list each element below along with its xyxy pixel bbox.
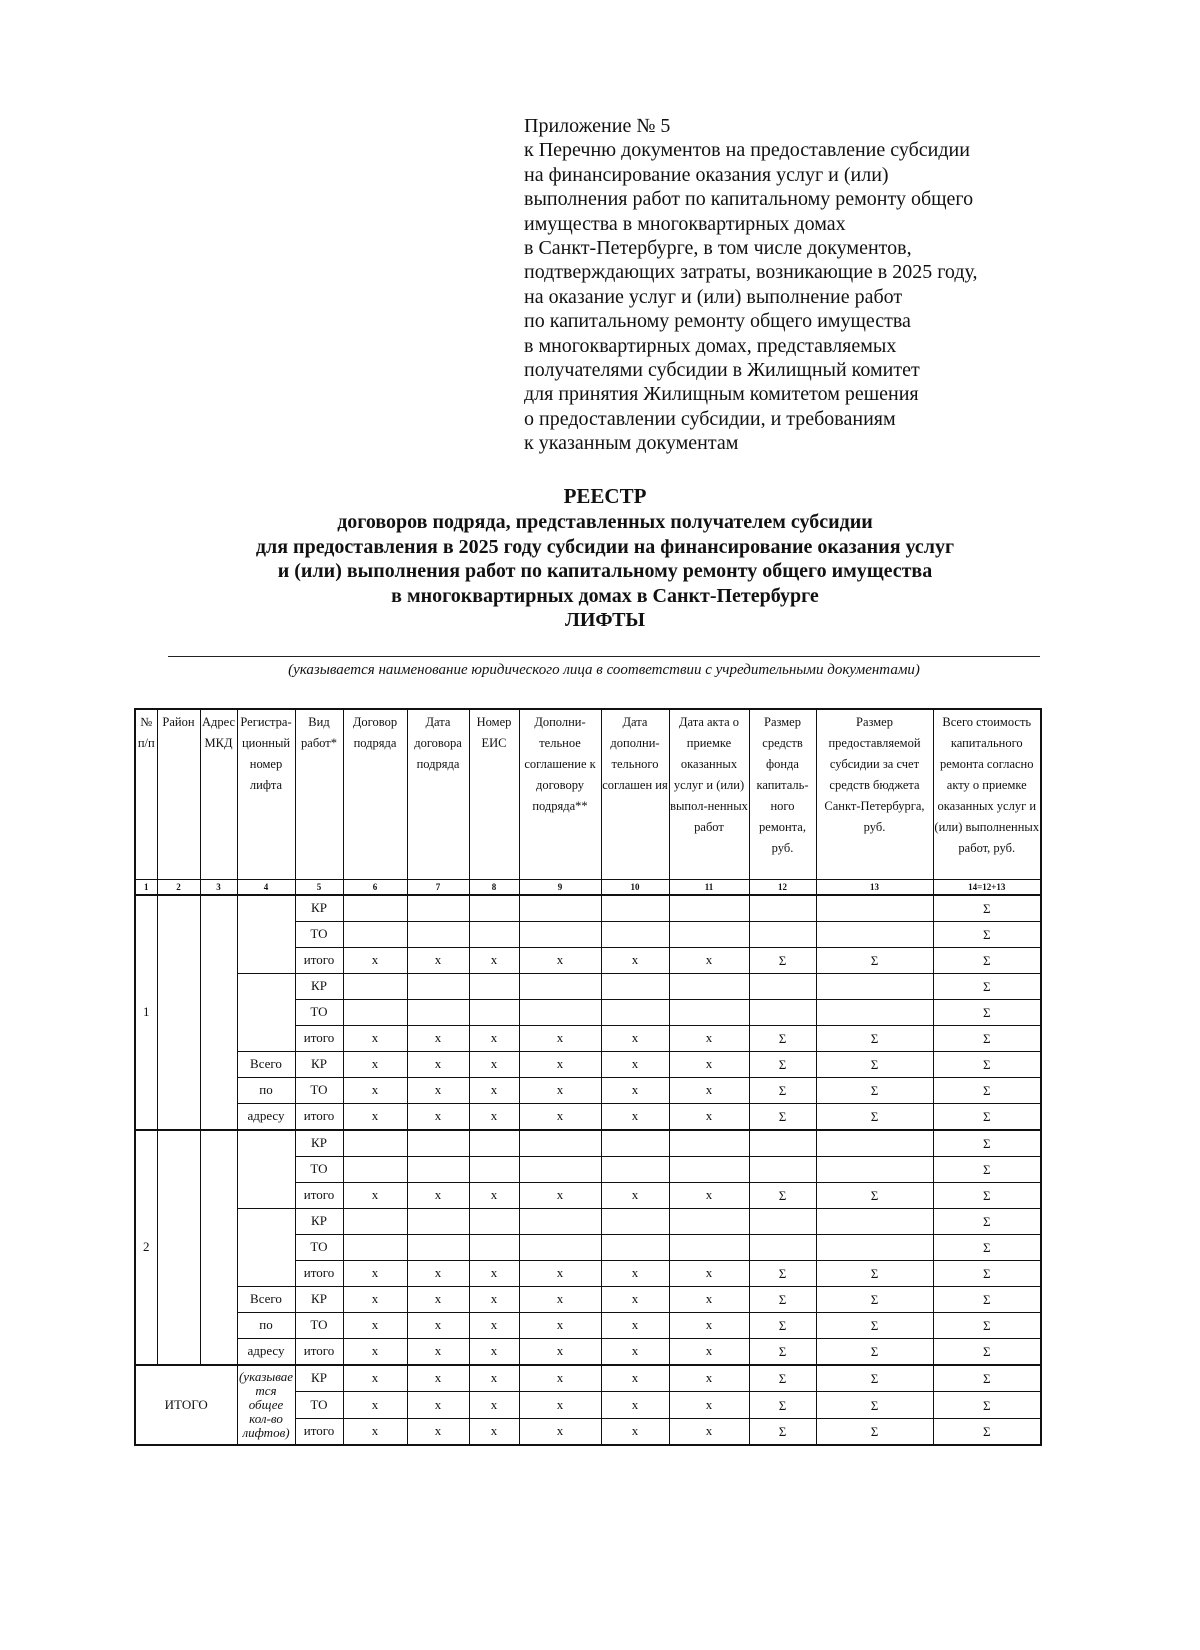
table-row [135,1103,1041,1130]
sum-mark: Σ [816,1365,933,1392]
work-type-cell: КР [295,1130,343,1157]
sum-mark: Σ [749,1365,816,1392]
x-mark: х [601,1365,669,1392]
x-mark: х [343,1286,407,1312]
x-mark: х [669,1365,749,1392]
work-type-cell: ТО [295,1156,343,1182]
document-title [150,484,1060,632]
col-header: Размер предоставляемой субсидии за счет средств бюджета Санкт-Петербурга, руб. [816,709,933,879]
x-mark: х [343,1260,407,1286]
grand-total-group [135,1365,1041,1446]
col-header: Район [157,709,200,879]
district-cell [157,1130,200,1365]
x-mark: х [343,1365,407,1392]
sum-mark: Σ [933,1025,1041,1051]
sum-mark: Σ [749,1025,816,1051]
work-type-cell: итого [295,1025,343,1051]
col-header: Дата дополни-тельного соглашен ия [601,709,669,879]
col-header: Дата договора подряда [407,709,469,879]
x-mark: х [469,1391,519,1418]
sum-mark: Σ [933,1286,1041,1312]
sum-mark: Σ [749,1051,816,1077]
work-type-cell: итого [295,947,343,973]
sum-mark: Σ [933,999,1041,1025]
x-mark: х [343,1338,407,1365]
x-mark: х [519,1312,601,1338]
work-type-cell: КР [295,895,343,922]
sum-mark: Σ [816,1260,933,1286]
work-type-cell: ТО [295,1234,343,1260]
registry-table [134,708,1042,1446]
address-total-label: по [237,1312,295,1338]
appendix-line: в Санкт-Петербурге, в том числе документов, [524,237,912,260]
sum-mark: Σ [933,973,1041,999]
x-mark: х [601,1418,669,1445]
table-row [135,1077,1041,1103]
sum-mark: Σ [816,1286,933,1312]
sum-mark: Σ [749,1182,816,1208]
sum-mark: Σ [816,1025,933,1051]
col-number: 10 [601,879,669,895]
title-line: договоров подряда, представленных получателем субсидии [337,511,873,534]
x-mark: х [519,1051,601,1077]
address-cell [200,895,237,1130]
x-mark: х [407,1338,469,1365]
table-row [135,1208,1041,1234]
x-mark: х [601,1077,669,1103]
x-mark: х [343,1025,407,1051]
sum-mark: Σ [749,1391,816,1418]
col-number: 1 [135,879,157,895]
address-total-label: Всего [237,1286,295,1312]
sum-mark: Σ [933,1312,1041,1338]
appendix-line: Приложение № 5 [524,115,671,137]
x-mark: х [519,1338,601,1365]
x-mark: х [669,1025,749,1051]
address-group-2 [135,1130,1041,1365]
appendix-line: на финансирование оказания услуг и (или) [524,163,889,186]
x-mark: х [469,1182,519,1208]
title-line: для предоставления в 2025 году субсидии на финансирование оказания услуг [255,535,955,558]
x-mark: х [343,1182,407,1208]
table-row [135,1051,1041,1077]
x-mark: х [469,947,519,973]
x-mark: х [669,1051,749,1077]
col-number: 13 [816,879,933,895]
x-mark: х [669,1391,749,1418]
table-row [135,1365,1041,1392]
x-mark: х [407,947,469,973]
title-line: в многоквартирных домах в Санкт-Петербурге [391,584,819,607]
sum-mark: Σ [933,1156,1041,1182]
x-mark: х [669,947,749,973]
col-number: 12 [749,879,816,895]
x-mark: х [601,1051,669,1077]
appendix-line: для принятия Жилищным комитетом решения [524,383,919,406]
sum-mark: Σ [933,1182,1041,1208]
sum-mark: Σ [749,1312,816,1338]
sum-mark: Σ [933,921,1041,947]
sum-mark: Σ [749,1077,816,1103]
col-number: 2 [157,879,200,895]
sum-mark: Σ [933,947,1041,973]
sum-mark: Σ [749,1260,816,1286]
appendix-line: о предоставлении субсидии, и требованиям [524,407,896,430]
title-subject: ЛИФТЫ [564,609,646,632]
x-mark: х [407,1418,469,1445]
col-number: 8 [469,879,519,895]
table-row [135,973,1041,999]
sum-mark: Σ [933,1234,1041,1260]
col-header: Регистра-ционный номер лифта [237,709,295,879]
x-mark: х [343,1418,407,1445]
sum-mark: Σ [816,1051,933,1077]
x-mark: х [601,1260,669,1286]
col-header: Вид работ* [295,709,343,879]
col-header: Номер ЕИС [469,709,519,879]
x-mark: х [343,1051,407,1077]
col-header: № п/п [135,709,157,879]
col-header: Дополни-тельное соглашение к договору подряда** [519,709,601,879]
work-type-cell: ТО [295,921,343,947]
col-number: 14=12+13 [933,879,1041,895]
x-mark: х [343,1077,407,1103]
work-type-cell: ТО [295,1312,343,1338]
table-row [135,1338,1041,1365]
work-type-cell: КР [295,1208,343,1234]
x-mark: х [669,1182,749,1208]
work-type-cell: КР [295,1286,343,1312]
sum-mark: Σ [816,1312,933,1338]
appendix-line: имущества в многоквартирных домах [524,212,846,235]
x-mark: х [519,1025,601,1051]
x-mark: х [519,1077,601,1103]
x-mark: х [469,1338,519,1365]
sum-mark: Σ [816,1391,933,1418]
org-name-line [168,656,1040,657]
appendix-line: выполнения работ по капитальному ремонту общего [524,188,974,211]
x-mark: х [669,1077,749,1103]
sum-mark: Σ [816,1338,933,1365]
table-row [135,895,1041,922]
appendix-line: к указанным документам [524,432,739,455]
work-type-cell: ТО [295,1391,343,1418]
col-number: 6 [343,879,407,895]
grand-total-label: ИТОГО [135,1365,237,1446]
address-total-label: адресу [237,1103,295,1130]
row-number: 2 [135,1130,157,1365]
title-line: и (или) выполнения работ по капитальному ремонту общего имущества [277,560,933,583]
x-mark: х [519,1286,601,1312]
appendix-line: по капитальному ремонту общего имущества [524,310,911,333]
x-mark: х [669,1312,749,1338]
x-mark: х [519,947,601,973]
x-mark: х [601,1312,669,1338]
lift-reg-number-cell [237,1208,295,1286]
x-mark: х [519,1103,601,1130]
appendix-line: на оказание услуг и (или) выполнение работ [524,285,903,308]
work-type-cell: итого [295,1182,343,1208]
row-number: 1 [135,895,157,1130]
work-type-cell: итого [295,1418,343,1445]
col-number: 11 [669,879,749,895]
x-mark: х [519,1418,601,1445]
table-row [135,1286,1041,1312]
lift-reg-number-cell [237,1130,295,1209]
sum-mark: Σ [749,1103,816,1130]
address-total-label: Всего [237,1051,295,1077]
x-mark: х [469,1077,519,1103]
work-type-cell: КР [295,973,343,999]
appendix-line: к Перечню документов на предоставление субсидии [524,139,970,162]
address-total-label: по [237,1077,295,1103]
work-type-cell: итого [295,1260,343,1286]
x-mark: х [601,1103,669,1130]
sum-mark: Σ [933,1418,1041,1445]
x-mark: х [669,1260,749,1286]
x-mark: х [407,1391,469,1418]
header-row [135,709,1041,879]
address-total-label: адресу [237,1338,295,1365]
x-mark: х [407,1312,469,1338]
sum-mark: Σ [816,1077,933,1103]
x-mark: х [407,1260,469,1286]
x-mark: х [469,1418,519,1445]
title-heading: РЕЕСТР [563,484,647,508]
x-mark: х [343,1391,407,1418]
sum-mark: Σ [933,895,1041,922]
work-type-cell: ТО [295,1077,343,1103]
x-mark: х [601,1025,669,1051]
address-group-1 [135,895,1041,1130]
column-number-row [135,879,1041,895]
x-mark: х [407,1077,469,1103]
work-type-cell: итого [295,1103,343,1130]
sum-mark: Σ [933,1338,1041,1365]
x-mark: х [469,1025,519,1051]
district-cell [157,895,200,1130]
sum-mark: Σ [933,1365,1041,1392]
x-mark: х [601,1286,669,1312]
col-header: Всего стоимость капитального ремонта согласно акту о приемке оказанных услуг и (или) выполненных работ, руб. [933,709,1041,879]
sum-mark: Σ [816,1182,933,1208]
x-mark: х [669,1338,749,1365]
x-mark: х [469,1365,519,1392]
lift-reg-number-cell [237,895,295,974]
sum-mark: Σ [933,1260,1041,1286]
sum-mark: Σ [933,1391,1041,1418]
x-mark: х [601,947,669,973]
x-mark: х [601,1391,669,1418]
x-mark: х [469,1312,519,1338]
col-number: 5 [295,879,343,895]
x-mark: х [601,1182,669,1208]
col-number: 3 [200,879,237,895]
sum-mark: Σ [749,1338,816,1365]
col-header: Размер средств фонда капиталь-ного ремонта, руб. [749,709,816,879]
col-header: Дата акта о приемке оказанных услуг и (или) выпол-ненных работ [669,709,749,879]
org-name-caption: (указывается наименование юридического лица в соответствии с учредительными документами) [288,662,920,678]
appendix-line: в многоквартирных домах, представляемых [524,334,897,357]
x-mark: х [669,1418,749,1445]
x-mark: х [407,1286,469,1312]
x-mark: х [519,1365,601,1392]
x-mark: х [407,1365,469,1392]
total-lifts-note: (указывае тся общее кол-во лифтов) [237,1365,295,1446]
sum-mark: Σ [933,1051,1041,1077]
sum-mark: Σ [933,1208,1041,1234]
sum-mark: Σ [933,1103,1041,1130]
sum-mark: Σ [749,947,816,973]
x-mark: х [407,1051,469,1077]
appendix-header [524,114,1084,456]
sum-mark: Σ [816,947,933,973]
work-type-cell: КР [295,1051,343,1077]
work-type-cell: ТО [295,999,343,1025]
x-mark: х [407,1103,469,1130]
appendix-line: подтверждающих затраты, возникающие в 2025 году, [524,261,978,284]
x-mark: х [343,1103,407,1130]
x-mark: х [519,1182,601,1208]
sum-mark: Σ [749,1418,816,1445]
sum-mark: Σ [933,1077,1041,1103]
address-cell [200,1130,237,1365]
sum-mark: Σ [749,1286,816,1312]
col-number: 9 [519,879,601,895]
sum-mark: Σ [816,1103,933,1130]
lift-reg-number-cell [237,973,295,1051]
x-mark: х [343,1312,407,1338]
work-type-cell: итого [295,1338,343,1365]
table-row [135,1130,1041,1157]
work-type-cell: КР [295,1365,343,1392]
x-mark: х [469,1103,519,1130]
x-mark: х [519,1260,601,1286]
col-header: Договор подряда [343,709,407,879]
col-number: 7 [407,879,469,895]
x-mark: х [343,947,407,973]
col-header: Адрес МКД [200,709,237,879]
x-mark: х [669,1286,749,1312]
x-mark: х [469,1260,519,1286]
x-mark: х [407,1025,469,1051]
table-row [135,1312,1041,1338]
appendix-line: получателями субсидии в Жилищный комитет [524,359,920,382]
x-mark: х [469,1051,519,1077]
sum-mark: Σ [816,1418,933,1445]
x-mark: х [407,1182,469,1208]
x-mark: х [669,1103,749,1130]
x-mark: х [519,1391,601,1418]
sum-mark: Σ [933,1130,1041,1157]
x-mark: х [469,1286,519,1312]
x-mark: х [601,1338,669,1365]
col-number: 4 [237,879,295,895]
